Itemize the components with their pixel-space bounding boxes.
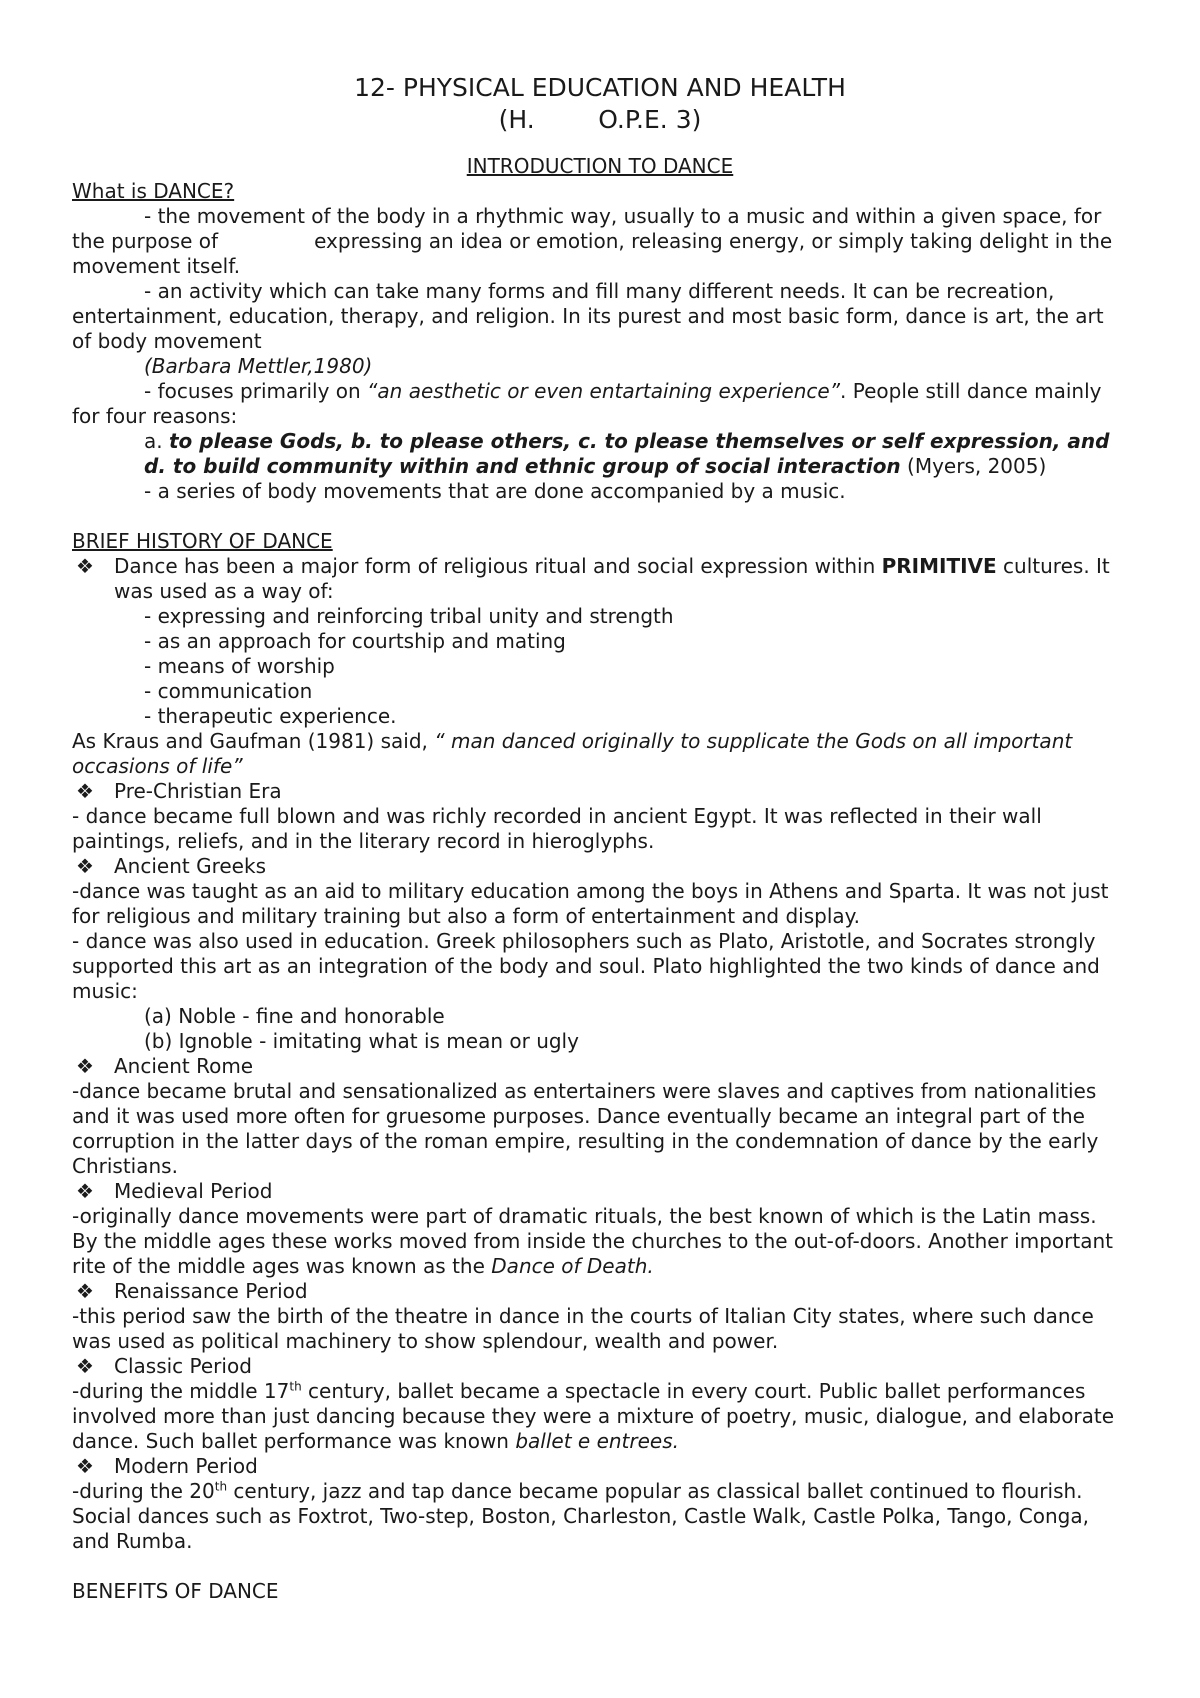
diamond-bullet-icon: ❖ bbox=[76, 554, 94, 578]
greeks-text-2: - dance was also used in education. Greek philosophers such as Plato, Aristotle, and Socrates strongly supported this art as an integration of the body and soul. Plato highlighted the two kinds of dance and music: bbox=[72, 929, 1100, 1003]
bullet-medieval: ❖ Medieval Period bbox=[72, 1179, 1128, 1204]
bullet-ancient-greeks: ❖ Ancient Greeks bbox=[72, 854, 1128, 879]
definition-2: - an activity which can take many forms and fill many different needs. It can be recreation, entertainment, education, therapy, and religion. In its purest and most basic form, dance is art, the art of body movement bbox=[72, 279, 1104, 353]
classic-text: -during the middle 17th century, ballet became a spectacle in every court. Public ballet performances involved more than just dancing because they were a mixture of poetry, music, dialogue, and elaborate dance. Such ballet performance was known ballet e entrees. bbox=[72, 1379, 1115, 1453]
bullet-ancient-rome: ❖ Ancient Rome bbox=[72, 1054, 1128, 1079]
modern-text: -during the 20th century, jazz and tap dance became popular as classical ballet continued to flourish. Social dances such as Foxtrot, Two-step, Boston, Charleston, Castle Walk, Castle Polka, Tango, Conga, and Rumba. bbox=[72, 1479, 1089, 1553]
diamond-bullet-icon: ❖ bbox=[76, 1354, 94, 1378]
citation-mettler: (Barbara Mettler,1980) bbox=[144, 354, 373, 378]
kraus-quote: As Kraus and Gaufman (1981) said, “ man danced originally to supplicate the Gods on all important occasions of life” bbox=[72, 729, 1073, 778]
noble-item: (a) Noble - fine and honorable bbox=[144, 1004, 445, 1028]
history-heading: BRIEF HISTORY OF DANCE bbox=[72, 529, 333, 553]
ignoble-item: (b) Ignoble - imitating what is mean or ugly bbox=[144, 1029, 579, 1053]
way-item: - therapeutic experience. bbox=[144, 704, 397, 728]
diamond-bullet-icon: ❖ bbox=[76, 854, 94, 878]
bullet-modern: ❖ Modern Period bbox=[72, 1454, 1128, 1479]
pre-christian-text: - dance became full blown and was richly recorded in ancient Egypt. It was reflected in their wall paintings, reliefs, and in the literary record in hieroglyphs. bbox=[72, 804, 1042, 853]
way-item: - as an approach for courtship and mating bbox=[144, 629, 566, 653]
what-is-dance-heading: What is DANCE? bbox=[72, 179, 235, 203]
four-reasons: a. to please Gods, b. to please others, c. to please themselves or self expression, and d. to build community within and ethnic group of social interaction (Myers, 2005) bbox=[144, 429, 1110, 478]
renaissance-text: -this period saw the birth of the theatre in dance in the courts of Italian City states, where such dance was used as political machinery to show splendour, wealth and power. bbox=[72, 1304, 1094, 1353]
bullet-renaissance: ❖ Renaissance Period bbox=[72, 1279, 1128, 1304]
benefits-heading: BENEFITS OF DANCE bbox=[72, 1579, 279, 1603]
way-item: - means of worship bbox=[144, 654, 335, 678]
bullet-pre-christian: ❖ Pre-Christian Era bbox=[72, 779, 1128, 804]
rome-text: -dance became brutal and sensationalized as entertainers were slaves and captives from nationalities and it was used more often for gruesome purposes. Dance eventually became an integral part of the corruption in the latter days of the roman empire, resulting in the condemnation of dance by the early Christians. bbox=[72, 1079, 1099, 1178]
diamond-bullet-icon: ❖ bbox=[76, 1179, 94, 1203]
diamond-bullet-icon: ❖ bbox=[76, 1454, 94, 1478]
diamond-bullet-icon: ❖ bbox=[76, 779, 94, 803]
intro-heading: INTRODUCTION TO DANCE bbox=[466, 154, 734, 178]
document-title: 12- PHYSICAL EDUCATION AND HEALTH bbox=[354, 73, 846, 102]
definition-4: - a series of body movements that are done accompanied by a music. bbox=[144, 479, 846, 503]
definition-3: - focuses primarily on “an aesthetic or even entartaining experience”. People still dance mainly for four reasons: bbox=[72, 379, 1102, 428]
definition-1: - the movement of the body in a rhythmic way, usually to a music and within a given space, for the purpose of expressing an idea or emotion, releasing energy, or simply taking delight in the movement itself. bbox=[72, 204, 1113, 278]
greeks-text-1: -dance was taught as an aid to military education among the boys in Athens and Sparta. It was not just for religious and military training but also a form of entertainment and display. bbox=[72, 879, 1109, 928]
course-code: (H. O.P.E. 3) bbox=[498, 105, 702, 134]
bullet-primitive: ❖ Dance has been a major form of religious ritual and social expression within PRIMITIVE cultures. It was used as a way of: bbox=[72, 554, 1128, 604]
bullet-classic: ❖ Classic Period bbox=[72, 1354, 1128, 1379]
way-item: - communication bbox=[144, 679, 313, 703]
diamond-bullet-icon: ❖ bbox=[76, 1279, 94, 1303]
diamond-bullet-icon: ❖ bbox=[76, 1054, 94, 1078]
way-item: - expressing and reinforcing tribal unity and strength bbox=[144, 604, 674, 628]
medieval-text: -originally dance movements were part of dramatic rituals, the best known of which is the Latin mass. By the middle ages these works moved from inside the churches to the out-of-doors. Another important rite of the middle ages was known as the Dance of Death. bbox=[72, 1204, 1113, 1278]
